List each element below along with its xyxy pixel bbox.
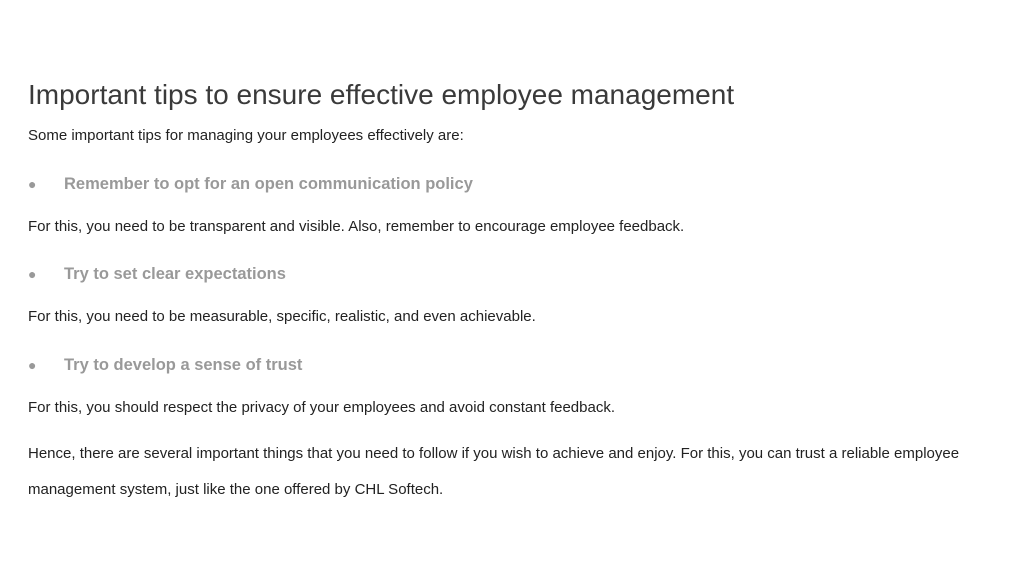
tip-body-2: For this, you need to be measurable, specific, realistic, and even achievable. <box>28 308 536 325</box>
intro-text: Some important tips for managing your employees effectively are: <box>28 127 464 144</box>
conclusion-line-1: Hence, there are several important things that you need to follow if you wish to achieve and enjoy. For this, you can trust a reliable employee <box>28 445 960 462</box>
tip-heading-3: Try to develop a sense of trust <box>64 356 303 374</box>
conclusion-line-2: management system, just like the one offered by CHL Softech. <box>28 481 444 498</box>
tip-heading-1: Remember to opt for an open communication policy <box>64 175 473 193</box>
tip-body-1: For this, you need to be transparent and visible. Also, remember to encourage employee feedback. <box>28 218 685 235</box>
tip-body-3: For this, you should respect the privacy of your employees and avoid constant feedback. <box>28 399 615 416</box>
tip-heading-2: Try to set clear expectations <box>64 265 286 283</box>
bullet-dot-icon: ● <box>28 357 37 373</box>
slide-title: Important tips to ensure effective employee management <box>28 79 735 110</box>
bullet-dot-icon: ● <box>28 266 37 282</box>
conclusion-paragraph <box>28 436 988 508</box>
bullet-dot-icon: ● <box>28 176 37 192</box>
